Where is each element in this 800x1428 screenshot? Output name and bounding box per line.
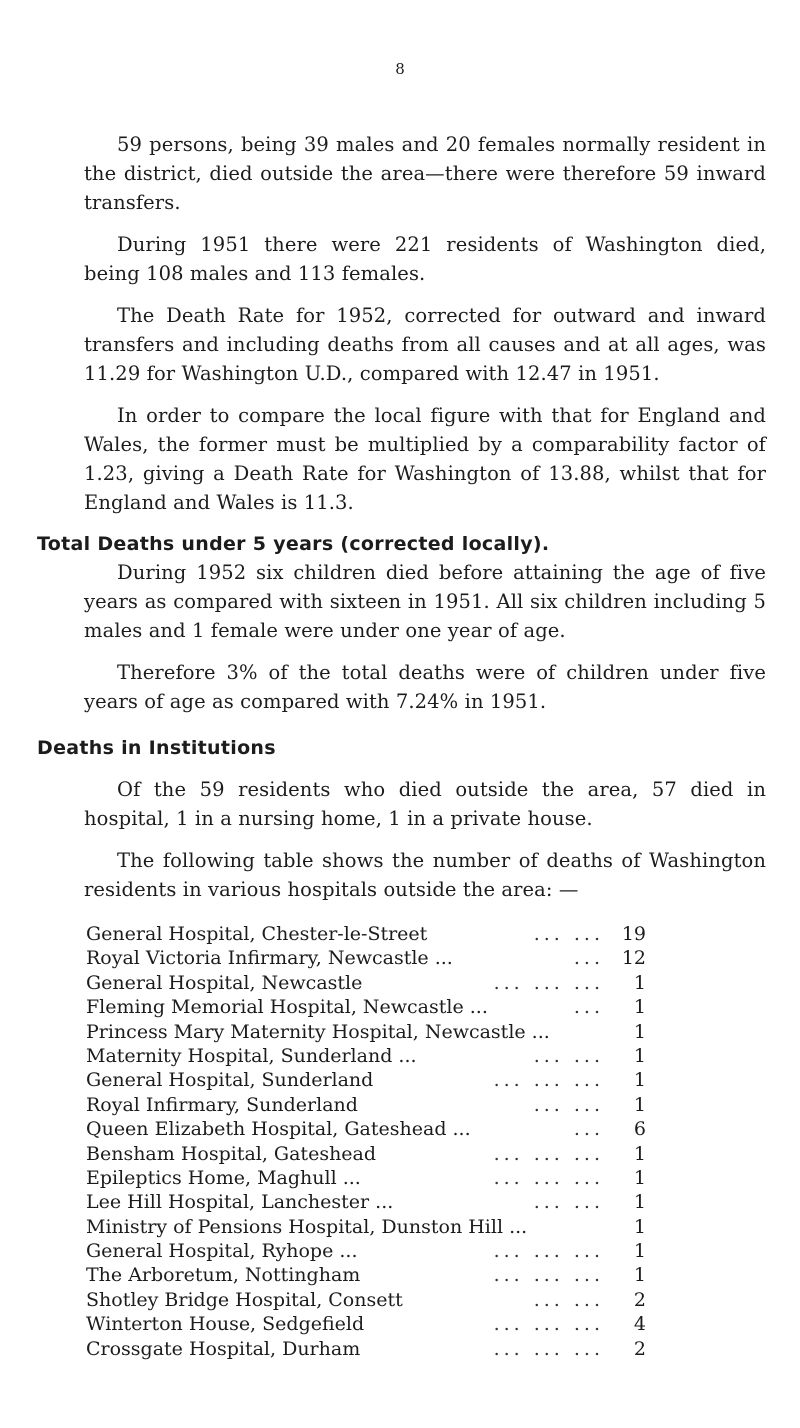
leader-dots: ...	[573, 1118, 604, 1141]
death-count: 1	[633, 996, 646, 1019]
death-count: 1	[633, 1240, 646, 1263]
leader-dots: ... ... ...	[493, 1069, 604, 1092]
death-count: 1	[633, 1264, 646, 1287]
death-count: 6	[633, 1118, 646, 1141]
hospital-name: Ministry of Pensions Hospital, Dunston Hill ...	[86, 1215, 528, 1238]
paragraph-residents-outside: Of the 59 residents who died outside the area, 57 died in hospital, 1 in a nursing home, 1 in a private house.	[84, 778, 766, 830]
leader-dots: ...	[573, 947, 604, 970]
paragraph-children-deaths: During 1952 six children died before attaining the age of five years as compared with sixteen in 1951. All six children including 5 males and 1 female were under one year of age.	[84, 561, 766, 642]
hospital-name: Royal Victoria Infirmary, Newcastle ...	[86, 947, 453, 970]
death-count: 1	[633, 1044, 646, 1067]
death-count: 4	[633, 1313, 646, 1336]
table-row	[86, 1117, 646, 1141]
table-row	[86, 1020, 646, 1044]
death-count: 1	[633, 1142, 646, 1165]
leader-dots: ... ...	[533, 1044, 604, 1067]
table-row	[86, 971, 646, 995]
table-row	[86, 995, 646, 1019]
table-row	[86, 1215, 646, 1239]
hospital-name: Shotley Bridge Hospital, Consett	[86, 1288, 403, 1311]
death-count: 1	[633, 1020, 646, 1043]
table-row	[86, 1337, 646, 1361]
death-count: 1	[633, 1166, 646, 1189]
death-count: 1	[633, 1093, 646, 1116]
leader-dots: ... ...	[533, 1288, 604, 1311]
hospital-deaths-table	[0, 922, 646, 1361]
death-count: 1	[633, 1191, 646, 1214]
leader-dots: ... ... ...	[493, 1166, 604, 1189]
leader-dots: ...	[573, 996, 604, 1019]
death-count: 19	[621, 923, 646, 945]
hospital-name: Fleming Memorial Hospital, Newcastle ...	[86, 996, 488, 1019]
page-number: 8	[395, 60, 405, 78]
leader-dots: ... ... ...	[493, 1240, 604, 1263]
hospital-name: Maternity Hospital, Sunderland ...	[86, 1044, 417, 1067]
paragraph-inward-transfers: 59 persons, being 39 males and 20 females normally resident in the district, died outside the area—there were therefore 59 inward transfers.	[84, 133, 766, 214]
table-row	[86, 946, 646, 970]
paragraph-comparability: In order to compare the local figure with that for England and Wales, the former must be multiplied by a comparability factor of 1.23, giving a Death Rate for Washington of 13.88, whilst that for England and Wales is 11.3.	[84, 404, 766, 514]
table-row	[86, 1166, 646, 1190]
leader-dots: ... ...	[533, 1191, 604, 1214]
page-body	[0, 130, 800, 1361]
hospital-name: Royal Infirmary, Sunderland	[86, 1093, 358, 1116]
hospital-name: Queen Elizabeth Hospital, Gateshead ...	[86, 1118, 471, 1141]
hospital-name: Epileptics Home, Maghull ...	[86, 1166, 361, 1189]
table-row	[86, 1239, 646, 1263]
death-count: 2	[633, 1288, 646, 1311]
paragraph-table-intro: The following table shows the number of deaths of Washington residents in various hospitals outside the area: —	[84, 849, 766, 901]
hospital-name: Princess Mary Maternity Hospital, Newcastle ...	[86, 1020, 550, 1043]
table-row	[86, 1044, 646, 1068]
death-count: 2	[633, 1337, 646, 1360]
death-count: 1	[633, 1069, 646, 1092]
table-row	[86, 1190, 646, 1214]
death-count: 1	[633, 1215, 646, 1238]
paragraph-children-percent: Therefore 3% of the total deaths were of children under five years of age as compared with 7.24% in 1951.	[84, 661, 766, 713]
hospital-name: Winterton House, Sedgefield	[86, 1313, 365, 1336]
death-count: 1	[633, 971, 646, 994]
leader-dots: ... ... ...	[493, 1313, 604, 1336]
table-row	[86, 1312, 646, 1336]
paragraph-deaths-1951: During 1951 there were 221 residents of Washington died, being 108 males and 113 females.	[84, 233, 766, 285]
table-row	[86, 1142, 646, 1166]
paragraph-death-rate: The Death Rate for 1952, corrected for outward and inward transfers and including deaths from all causes and at all ages, was 11.29 for Washington U.D., compared with 12.47 in 1951.	[84, 304, 766, 385]
leader-dots: ... ...	[533, 1093, 604, 1116]
death-count: 12	[621, 947, 646, 970]
table-row	[86, 922, 646, 946]
heading-deaths-in-institutions: Deaths in Institutions	[37, 737, 276, 759]
hospital-name: Bensham Hospital, Gateshead	[86, 1142, 377, 1165]
hospital-name: Crossgate Hospital, Durham	[86, 1337, 361, 1360]
hospital-name: General Hospital, Ryhope ...	[86, 1240, 358, 1263]
heading-deaths-under-5: Total Deaths under 5 years (corrected locally).	[37, 533, 550, 555]
table-row	[86, 1093, 646, 1117]
leader-dots: ... ... ...	[493, 1142, 604, 1165]
hospital-name: The Arboretum, Nottingham	[86, 1264, 361, 1287]
leader-dots: ... ... ...	[493, 1264, 604, 1287]
leader-dots: ... ... ...	[493, 1337, 604, 1360]
leader-dots: ... ... ...	[493, 971, 604, 994]
table-row	[86, 1263, 646, 1287]
hospital-name: General Hospital, Newcastle	[86, 971, 363, 994]
hospital-name: General Hospital, Chester-le-Street	[86, 923, 428, 945]
leader-dots: ... ...	[533, 923, 604, 945]
hospital-name: Lee Hill Hospital, Lanchester ...	[86, 1191, 394, 1214]
hospital-name: General Hospital, Sunderland	[86, 1069, 374, 1092]
table-row	[86, 1068, 646, 1092]
table-row	[86, 1288, 646, 1312]
